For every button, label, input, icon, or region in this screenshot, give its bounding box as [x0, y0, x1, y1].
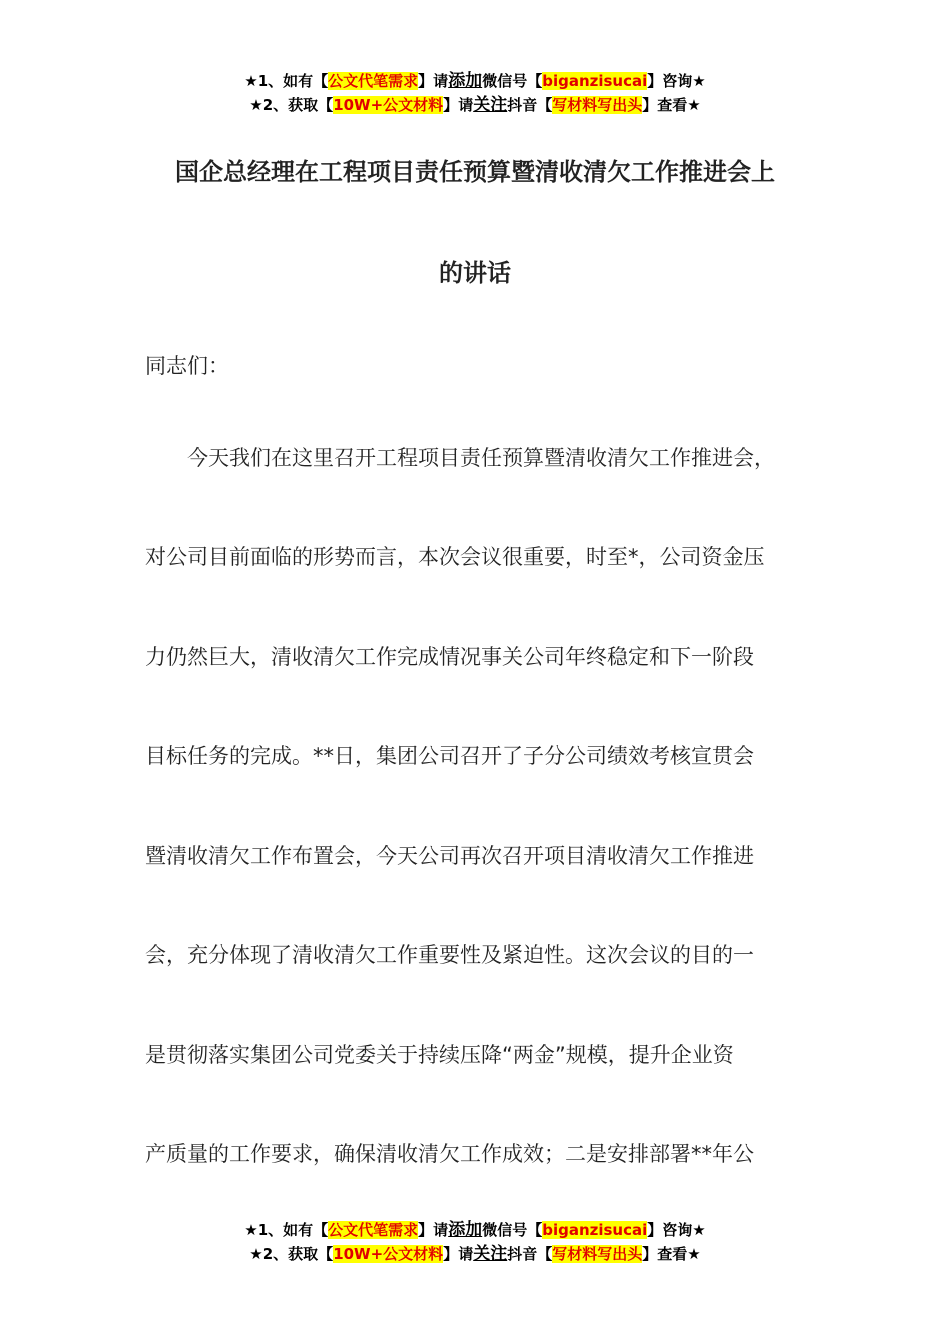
body-line: 暨清收清欠工作布置会，今天公司再次召开项目清收清欠工作推进 — [145, 844, 754, 868]
promo-emphasis: 添加 — [448, 1220, 483, 1240]
body-line: 会，充分体现了清收清欠工作重要性及紧迫性。这次会议的目的一 — [145, 943, 754, 967]
promo-banner-top — [0, 69, 950, 117]
promo-wechat-id: biganzisucai — [542, 72, 648, 90]
promo-text: 】查看★ — [642, 96, 701, 114]
promo-text: 】咨询★ — [647, 72, 706, 90]
body-line: 力仍然巨大，清收清欠工作完成情况事关公司年终稳定和下一阶段 — [145, 645, 754, 669]
promo-text: 抖音【 — [507, 1245, 553, 1263]
document-title-line-2: 的讲话 — [439, 259, 511, 287]
promo-line-2 — [0, 93, 950, 117]
promo-wechat-id: biganzisucai — [542, 1221, 648, 1239]
body-line: 目标任务的完成。**日，集团公司召开了子分公司绩效考核宣贯会 — [145, 744, 754, 768]
promo-text: 】请 — [418, 72, 449, 90]
promo-banner-bottom — [0, 1218, 950, 1266]
promo-emphasis: 添加 — [448, 71, 483, 91]
promo-text: 】咨询★ — [647, 1221, 706, 1239]
document-title-line-1: 国企总经理在工程项目责任预算暨清收清欠工作推进会上 — [175, 158, 775, 186]
promo-emphasis: 关注 — [473, 1244, 508, 1264]
promo-highlight: 公文代笔需求 — [328, 1221, 419, 1239]
body-line: 产质量的工作要求，确保清收清欠工作成效；二是安排部署**年公 — [145, 1142, 754, 1166]
promo-text: 】请 — [443, 96, 474, 114]
promo-text: 微信号【 — [482, 72, 543, 90]
promo-line-1 — [0, 69, 950, 93]
promo-highlight: 10W+公文材料 — [333, 1245, 444, 1263]
body-line: 是贯彻落实集团公司党委关于持续压降“两金”规模，提升企业资 — [145, 1043, 734, 1067]
promo-douyin-id: 写材料写出头 — [552, 1245, 643, 1263]
promo-text: 】请 — [418, 1221, 449, 1239]
promo-text: 】请 — [443, 1245, 474, 1263]
body-line: 对公司目前面临的形势而言，本次会议很重要，时至*，公司资金压 — [145, 545, 765, 569]
promo-text: 抖音【 — [507, 96, 553, 114]
promo-text: 】查看★ — [642, 1245, 701, 1263]
promo-text: ★2、获取【 — [249, 96, 334, 114]
body-line: 今天我们在这里召开工程项目责任预算暨清收清欠工作推进会， — [145, 446, 775, 470]
promo-text: ★1、如有【 — [244, 1221, 329, 1239]
salutation: 同志们： — [145, 354, 229, 378]
promo-emphasis: 关注 — [473, 95, 508, 115]
promo-douyin-id: 写材料写出头 — [552, 96, 643, 114]
promo-text: 微信号【 — [482, 1221, 543, 1239]
promo-text: ★1、如有【 — [244, 72, 329, 90]
promo-highlight: 10W+公文材料 — [333, 96, 444, 114]
promo-line-1 — [0, 1218, 950, 1242]
promo-line-2 — [0, 1242, 950, 1266]
promo-highlight: 公文代笔需求 — [328, 72, 419, 90]
promo-text: ★2、获取【 — [249, 1245, 334, 1263]
